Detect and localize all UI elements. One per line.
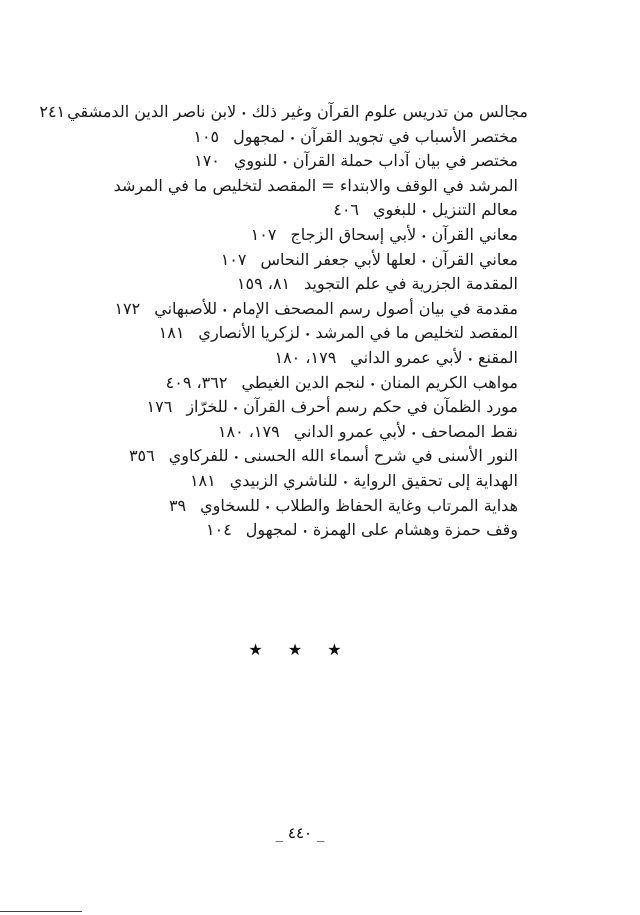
entry-pages: ١٨١: [158, 323, 185, 343]
entry-title: المقنع: [477, 347, 518, 367]
index-entry: [98, 469, 518, 494]
entry-separator: •: [289, 134, 296, 145]
entry-pages: ١٧٢: [114, 298, 141, 318]
entry-author: لنجم الدين الغيطي: [241, 372, 365, 392]
entry-title: النور الأسنى في شرح أسماء الله الحسنى: [243, 446, 518, 466]
index-entry: [98, 272, 518, 297]
entry-title: المقدمة الجزرية في علم التجويد: [304, 274, 518, 294]
index-entry: [98, 395, 518, 420]
entry-pages: ١٨١: [189, 470, 216, 490]
entry-author: للبغوي: [373, 200, 417, 220]
entry-title: مقدمة في بيان أصول رسم المصحف الإمام: [232, 298, 518, 318]
entry-author: لمجهول: [245, 520, 298, 540]
entry-title: معاني القرآن: [431, 249, 518, 269]
footer-rule: [0, 911, 82, 912]
entry-pages: ١٠٥: [193, 126, 220, 146]
entry-author: للناشري الزبيدي: [229, 470, 338, 490]
index-entry: [98, 444, 518, 469]
entry-author: لزكريا الأنصاري: [198, 323, 301, 343]
entry-author: لأبي عمرو الداني: [293, 421, 407, 441]
index-entry: [39, 100, 528, 125]
entry-pages: ١٧٠: [194, 151, 220, 171]
entry-separator: •: [222, 306, 228, 317]
entry-separator: •: [421, 257, 427, 268]
entry-author: لمجهول: [233, 126, 285, 146]
index-entry: [98, 149, 518, 174]
index-entry: [98, 518, 518, 543]
index-entry: [98, 321, 518, 346]
entry-separator: •: [467, 355, 473, 366]
entry-author: لأبي إسحاق الزجاج: [290, 224, 417, 244]
entry-title: معاني القرآن: [431, 224, 518, 244]
section-end-ornament: ★ ★ ★: [248, 640, 352, 659]
entry-pages: ٣٦٢، ٤٠٩: [165, 372, 228, 392]
index-entry: [98, 494, 518, 519]
entry-author: لعلها لأبي جعفر النحاس: [260, 249, 417, 269]
entry-title: مختصر في بيان آداب حملة القرآن: [292, 151, 518, 171]
entry-title: الهداية إلى تحقيق الرواية: [353, 470, 518, 490]
entry-title: مختصر الأسباب في تجويد القرآن: [300, 126, 518, 146]
index-entry: [98, 198, 518, 223]
entry-author: لأبي عمرو الداني: [350, 347, 463, 367]
index-entry: [98, 420, 518, 445]
entry-separator: •: [302, 528, 308, 539]
index-entry: [98, 174, 518, 199]
entry-separator: •: [342, 478, 349, 489]
entry-title: المقصد لتخليص ما في المرشد: [315, 323, 518, 343]
entry-pages: ١٠٧: [250, 224, 277, 244]
entry-author: للخرّاز: [186, 397, 228, 417]
entry-pages: ١٧٩، ١٨٠: [217, 421, 280, 441]
entry-author: للأصبهاني: [154, 298, 218, 318]
entry-author: للفركاوي: [168, 446, 229, 466]
entry-separator: •: [233, 454, 239, 465]
entry-separator: •: [282, 159, 288, 170]
entry-separator: •: [421, 208, 427, 219]
index-entry: [98, 125, 518, 150]
entry-title: مجالس من تدريس علوم القرآن وغير ذلك: [251, 102, 528, 121]
entry-pages: ١٠٧: [220, 249, 247, 269]
entry-title: المرشد في الوقف والابتداء = المقصد لتخليص ما في المرشد: [113, 175, 518, 195]
entry-separator: •: [265, 503, 271, 514]
index-entry: [98, 297, 518, 322]
entry-separator: •: [305, 331, 311, 342]
entry-separator: •: [241, 110, 247, 120]
entry-separator: •: [411, 429, 417, 440]
index-entry: [98, 248, 518, 273]
entry-pages: ٢٤١: [39, 102, 66, 121]
entry-pages: ٣٩: [168, 495, 187, 515]
entry-title: هداية المرتاب وغاية الحفاظ والطلاب: [275, 495, 518, 515]
entry-separator: •: [421, 232, 427, 243]
entry-pages: ٤٠٦: [333, 200, 360, 220]
entry-title: مواهب الكريم المنان: [380, 372, 518, 392]
entry-pages: ١٠٤: [206, 520, 232, 540]
entry-title: وقف حمزة وهشام على الهمزة: [312, 520, 518, 540]
index-entry: [98, 223, 518, 248]
entry-pages: ٣٥٦: [128, 446, 155, 466]
index-entry: [98, 346, 518, 371]
page-number: _ ٤٤٠ _: [275, 824, 325, 842]
entry-author: للنووي: [233, 151, 278, 171]
entry-pages: ١٧٦: [146, 397, 173, 417]
entry-title: نقط المصاحف: [421, 421, 518, 441]
entry-author: للسخاوي: [200, 495, 261, 515]
entry-title: مورد الظمآن في حكم رسم أحرف القرآن: [243, 397, 518, 417]
entry-title: معالم التنزيل: [431, 200, 518, 220]
index-entry: [98, 371, 518, 396]
entry-pages: ٨١، ١٥٩: [236, 274, 291, 294]
index-entries-list: [39, 100, 528, 543]
entry-author: لابن ناصر الدين الدمشقي: [67, 102, 237, 121]
entry-separator: •: [232, 405, 239, 416]
entry-pages: ١٧٩، ١٨٠: [274, 347, 337, 367]
entry-separator: •: [369, 380, 376, 391]
